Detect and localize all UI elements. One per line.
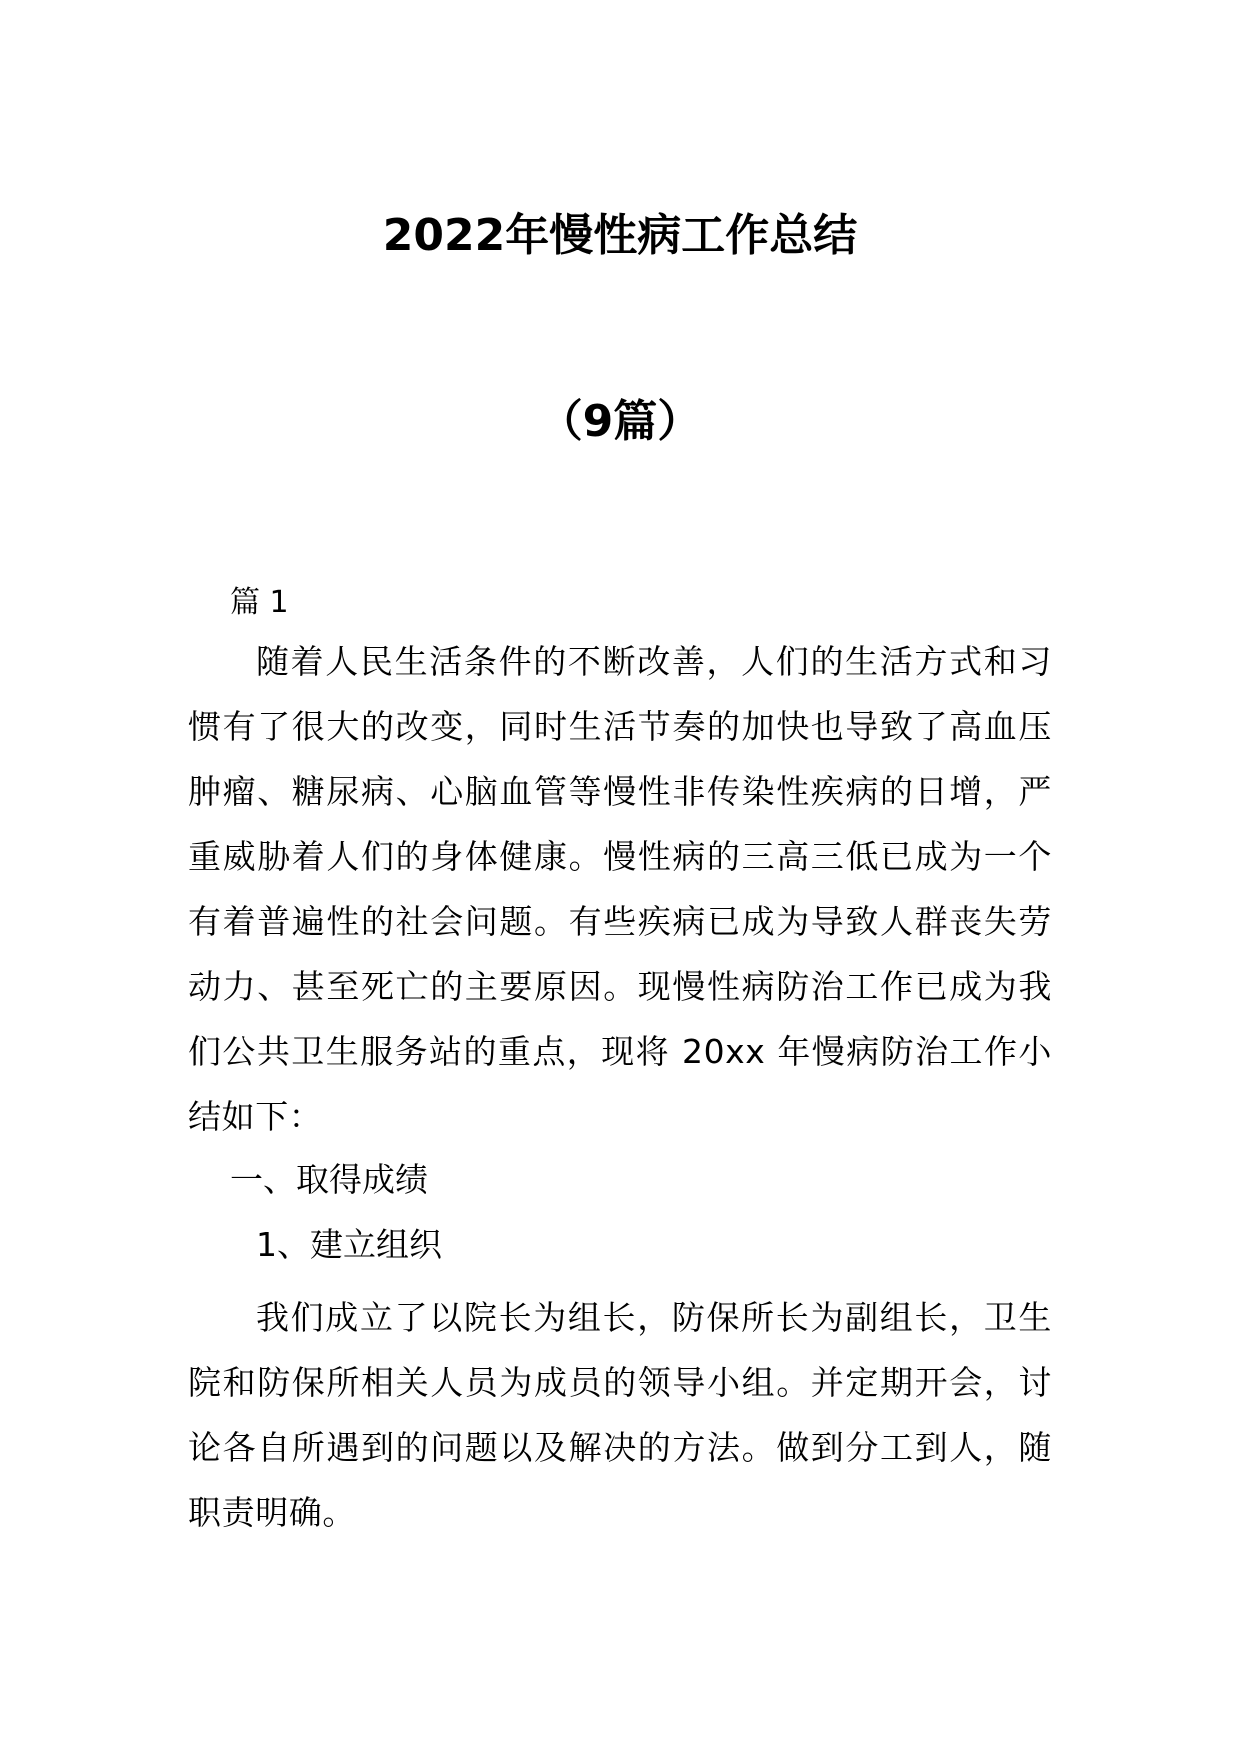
subsection-heading: 1、建立组织	[256, 1225, 442, 1264]
body-paragraph: 我们成立了以院长为组长，防保所长为副组长，卫生院和防保所相关人员为成员的领导小组。并定期开会，讨论各自所遇到的问题以及解决的方法。做到分工到人，随职责明确。	[188, 1298, 1052, 1532]
document-title: 2022年慢性病工作总结	[382, 210, 858, 261]
document-subtitle: （9篇）	[538, 396, 702, 447]
body-paragraph: 随着人民生活条件的不断改善，人们的生活方式和习惯有了很大的改变，同时生活节奏的加快也导致了高血压肿瘤、糖尿病、心脑血管等慢性非传染性疾病的日增，严重威胁着人们的身体健康。慢性病的三高三低已成为一个有着普遍性的社会问题。有些疾病已成为导致人群丧失劳动力、甚至死亡的主要原因。现慢性病防治工作已成为我们公共卫生服务站的重点，现将 20xx 年慢病防治工作小结如下：	[188, 642, 1052, 1136]
section-heading: 一、取得成绩	[230, 1160, 428, 1199]
piece-label: 篇 1	[230, 585, 289, 620]
